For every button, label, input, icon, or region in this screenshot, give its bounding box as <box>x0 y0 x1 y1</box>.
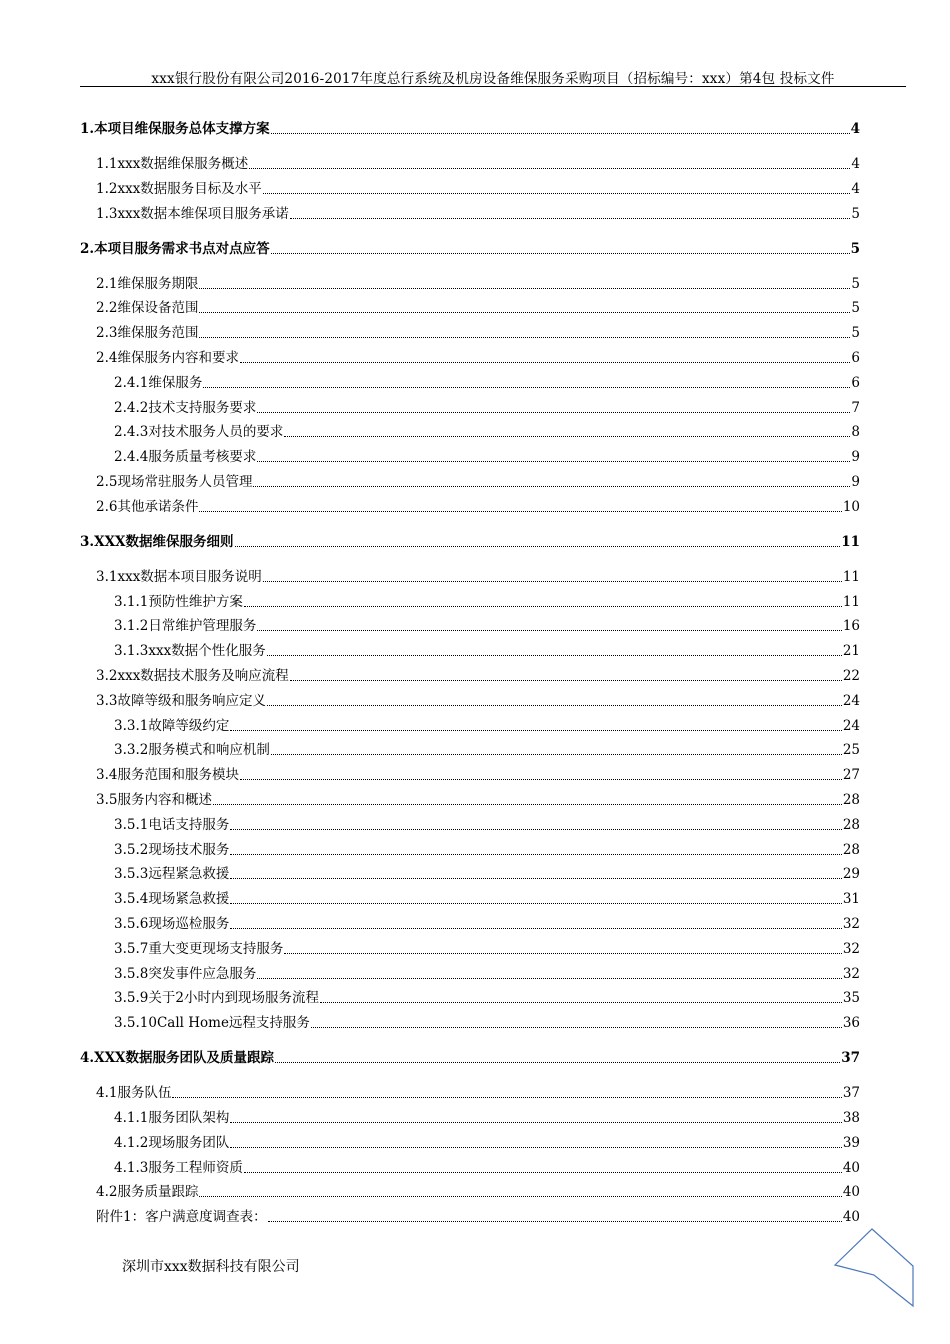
toc-dot-leader <box>203 387 850 388</box>
toc-entry-label: 4.1.2现场服务团队 <box>114 1134 230 1151</box>
toc-entry[interactable] <box>114 816 860 834</box>
toc-entry[interactable] <box>114 1014 860 1032</box>
toc-dot-leader <box>230 1147 841 1148</box>
toc-entry-label: 3.3故障等级和服务响应定义 <box>96 692 266 709</box>
toc-entry-label: 2.2维保设备范围 <box>96 300 199 317</box>
toc-dot-leader <box>199 1196 841 1197</box>
toc-entry[interactable] <box>114 741 860 759</box>
toc-entry-page: 9 <box>851 474 860 490</box>
toc-entry-page: 36 <box>842 1015 860 1032</box>
toc-entry-page: 40 <box>842 1159 860 1176</box>
toc-entry-label: 2.1维保服务期限 <box>96 275 199 292</box>
toc-dot-leader <box>311 1027 842 1028</box>
toc-entry[interactable] <box>114 1134 860 1152</box>
toc-dot-leader <box>230 730 841 731</box>
toc-entry[interactable] <box>80 120 860 138</box>
toc-entry-label: 4.1.1服务团队架构 <box>114 1110 230 1126</box>
toc-dot-leader <box>263 193 851 194</box>
toc-entry-label: 3.5.2现场技术服务 <box>114 841 230 858</box>
toc-entry-page: 40 <box>842 1209 860 1226</box>
toc-entry[interactable] <box>96 791 860 809</box>
toc-entry[interactable] <box>96 473 860 491</box>
toc-entry-label: 3.XXX数据维保服务细则 <box>80 533 234 550</box>
toc-entry-label: 3.1.3xxx数据个性化服务 <box>114 643 266 660</box>
toc-dot-leader <box>320 1002 842 1003</box>
toc-entry-page: 6 <box>851 374 860 391</box>
toc-entry-label: 2.6其他承诺条件 <box>96 498 199 515</box>
toc-entry[interactable] <box>96 324 860 342</box>
toc-dot-leader <box>267 705 842 706</box>
toc-entry[interactable] <box>114 865 860 883</box>
toc-entry[interactable] <box>114 989 860 1007</box>
toc-entry-label: 4.1.3服务工程师资质 <box>114 1159 243 1176</box>
toc-dot-leader <box>271 754 842 755</box>
toc-entry-page: 25 <box>842 742 860 759</box>
toc-entry-label: 3.2xxx数据技术服务及响应流程 <box>96 668 289 684</box>
toc-dot-leader <box>263 581 842 582</box>
toc-entry-page: 6 <box>851 350 860 366</box>
toc-entry-page: 37 <box>841 1050 860 1067</box>
toc-entry-label: 2.4维保服务内容和要求 <box>96 350 239 366</box>
toc-dot-leader <box>230 903 841 904</box>
toc-entry-label: 4.2服务质量跟踪 <box>96 1184 199 1201</box>
toc-entry-page: 21 <box>842 643 860 660</box>
toc-dot-leader <box>275 1062 840 1063</box>
toc-entry-page: 11 <box>842 593 860 610</box>
toc-entry-page: 5 <box>851 325 860 342</box>
page-corner-arrow-icon <box>832 1226 916 1312</box>
toc-entry[interactable] <box>114 374 860 392</box>
toc-entry[interactable] <box>96 498 860 516</box>
toc-entry[interactable] <box>96 1084 860 1102</box>
toc-dot-leader <box>240 779 842 780</box>
toc-entry-page: 40 <box>842 1184 860 1201</box>
toc-entry-page: 22 <box>842 668 860 684</box>
toc-entry-page: 10 <box>842 498 860 515</box>
toc-dot-leader <box>290 218 851 219</box>
toc-entry-label: 1.2xxx数据服务目标及水平 <box>96 180 262 197</box>
toc-entry-label: 3.5.6现场巡检服务 <box>114 916 230 932</box>
toc-dot-leader <box>257 630 841 631</box>
toc-entry[interactable] <box>114 1159 860 1177</box>
toc-entry[interactable] <box>114 593 860 611</box>
toc-dot-leader <box>230 928 841 929</box>
toc-entry[interactable] <box>96 692 860 710</box>
toc-entry[interactable] <box>114 915 860 933</box>
toc-dot-leader <box>284 436 850 437</box>
toc-dot-leader <box>240 362 850 363</box>
toc-entry-page: 29 <box>842 866 860 883</box>
toc-entry-label: 1.3xxx数据本维保项目服务承诺 <box>96 205 289 222</box>
footer-company: 深圳市xxx数据科技有限公司 <box>122 1259 300 1275</box>
toc-entry-label: 2.4.2技术支持服务要求 <box>114 399 257 416</box>
toc-entry[interactable] <box>80 240 860 258</box>
toc-entry[interactable] <box>80 533 860 551</box>
toc-entry-label: 3.5.3远程紧急救援 <box>114 866 230 883</box>
toc-entry-label: 4.XXX数据服务团队及质量跟踪 <box>80 1050 275 1067</box>
toc-entry-label: 2.4.1维保服务 <box>114 374 203 391</box>
toc-entry[interactable] <box>114 940 860 958</box>
toc-dot-leader <box>290 680 842 681</box>
toc-entry[interactable] <box>114 965 860 983</box>
toc-entry-label: 3.5.4现场紧急救援 <box>114 891 230 908</box>
toc-dot-leader <box>213 804 842 805</box>
toc-entry-page: 32 <box>842 940 860 957</box>
toc-entry-label: 3.5.8突发事件应急服务 <box>114 965 257 982</box>
toc-entry[interactable] <box>114 890 860 908</box>
toc-entry-label: 2.3维保服务范围 <box>96 325 199 342</box>
toc-dot-leader <box>253 486 850 487</box>
toc-dot-leader <box>230 829 841 830</box>
page-header: xxx银行股份有限公司2016-2017年度总行系统及机房设备维保服务采购项目（招标编号：xxx）第4包 投标文件 <box>151 71 835 87</box>
toc-dot-leader <box>172 1097 841 1098</box>
toc-dot-leader <box>257 412 850 413</box>
toc-entry-page: 35 <box>842 990 860 1007</box>
toc-entry[interactable] <box>96 205 860 223</box>
toc-entry-page: 28 <box>842 816 860 833</box>
toc-entry[interactable] <box>96 568 860 586</box>
toc-entry[interactable] <box>96 667 860 685</box>
toc-entry-label: 3.3.1故障等级约定 <box>114 717 230 734</box>
toc-entry[interactable] <box>96 766 860 784</box>
toc-entry-page: 24 <box>842 692 860 709</box>
toc-entry-label: 1.1xxx数据维保服务概述 <box>96 156 249 172</box>
toc-dot-leader <box>267 655 842 656</box>
toc-entry[interactable] <box>114 617 860 635</box>
toc-entry-page: 5 <box>851 275 860 292</box>
toc-dot-leader <box>244 1172 842 1173</box>
toc-entry-label: 3.5.7重大变更现场支持服务 <box>114 940 284 957</box>
toc-entry-page: 7 <box>851 399 860 416</box>
toc-entry[interactable] <box>96 349 860 367</box>
toc-entry-page: 5 <box>851 300 860 317</box>
toc-entry-page: 37 <box>842 1085 860 1102</box>
toc-entry[interactable] <box>80 1049 860 1067</box>
toc-dot-leader <box>235 546 841 547</box>
toc-entry[interactable] <box>96 180 860 198</box>
toc-entry-page: 32 <box>842 916 860 932</box>
toc-dot-leader <box>271 133 850 134</box>
toc-dot-leader <box>284 953 841 954</box>
toc-entry-page: 28 <box>842 792 860 808</box>
toc-entry-label: 3.5服务内容和概述 <box>96 792 212 808</box>
toc-entry-page: 28 <box>842 841 860 858</box>
toc-entry-label: 2.4.4服务质量考核要求 <box>114 449 257 466</box>
toc-entry[interactable] <box>114 1109 860 1127</box>
toc-entry-label: 3.1.1预防性维护方案 <box>114 593 243 610</box>
toc-entry[interactable] <box>114 717 860 735</box>
toc-dot-leader <box>199 337 850 338</box>
toc-entry-page: 39 <box>842 1134 860 1151</box>
toc-dot-leader <box>257 978 841 979</box>
toc-entry-page: 8 <box>851 424 860 441</box>
toc-entry[interactable] <box>114 642 860 660</box>
toc-dot-leader <box>257 461 850 462</box>
toc-entry-page: 16 <box>842 618 860 635</box>
toc-entry-label: 3.1xxx数据本项目服务说明 <box>96 568 262 585</box>
toc-dot-leader <box>230 854 841 855</box>
toc-entry-label: 3.5.1电话支持服务 <box>114 816 230 833</box>
toc-entry-label: 2.5现场常驻服务人员管理 <box>96 474 253 490</box>
toc-dot-leader <box>249 168 850 169</box>
toc-entry-label: 3.5.9关于2小时内到现场服务流程 <box>114 990 319 1007</box>
toc-entry-page: 4 <box>850 121 860 137</box>
toc-entry[interactable] <box>114 423 860 441</box>
toc-entry-label: 4.1服务队伍 <box>96 1085 172 1102</box>
toc-dot-leader <box>271 253 850 254</box>
toc-entry[interactable] <box>96 155 860 173</box>
toc-entry-label: 3.1.2日常维护管理服务 <box>114 618 257 635</box>
toc-dot-leader <box>268 1221 842 1222</box>
toc-entry-label: 1.本项目维保服务总体支撑方案 <box>80 121 270 137</box>
header-rule <box>80 86 906 87</box>
toc-entry[interactable] <box>96 299 860 317</box>
toc-dot-leader <box>230 878 841 879</box>
toc-dot-leader <box>199 288 850 289</box>
toc-entry-label: 附件1：客户满意度调查表： <box>96 1209 267 1226</box>
toc-entry-page: 38 <box>842 1110 860 1126</box>
toc-entry-label: 3.4服务范围和服务模块 <box>96 767 239 784</box>
toc-entry[interactable] <box>114 841 860 859</box>
toc-entry-page: 11 <box>841 533 860 550</box>
toc-entry-page: 4 <box>851 180 860 197</box>
toc-entry-page: 31 <box>842 891 860 908</box>
toc-entry-page: 24 <box>842 717 860 734</box>
toc-entry-page: 27 <box>842 767 860 784</box>
toc-entry[interactable] <box>114 399 860 417</box>
toc-entry-page: 11 <box>842 568 860 585</box>
toc-entry-page: 9 <box>851 449 860 466</box>
toc-entry-page: 5 <box>850 240 860 257</box>
toc-entry-page: 32 <box>842 965 860 982</box>
toc-entry-page: 4 <box>851 156 860 172</box>
toc-entry[interactable] <box>96 275 860 293</box>
toc-entry[interactable] <box>96 1183 860 1201</box>
toc-dot-leader <box>230 1122 841 1123</box>
toc-entry[interactable] <box>114 448 860 466</box>
toc-entry-page: 5 <box>851 205 860 222</box>
toc-dot-leader <box>199 312 850 313</box>
toc-dot-leader <box>244 606 842 607</box>
toc-entry[interactable] <box>96 1208 860 1226</box>
toc-entry-label: 2.本项目服务需求书点对点应答 <box>80 240 270 257</box>
toc-entry-label: 3.3.2服务模式和响应机制 <box>114 742 270 759</box>
toc-dot-leader <box>199 511 841 512</box>
toc-entry-label: 2.4.3对技术服务人员的要求 <box>114 424 284 441</box>
toc-entry-label: 3.5.10Call Home远程支持服务 <box>114 1015 310 1032</box>
